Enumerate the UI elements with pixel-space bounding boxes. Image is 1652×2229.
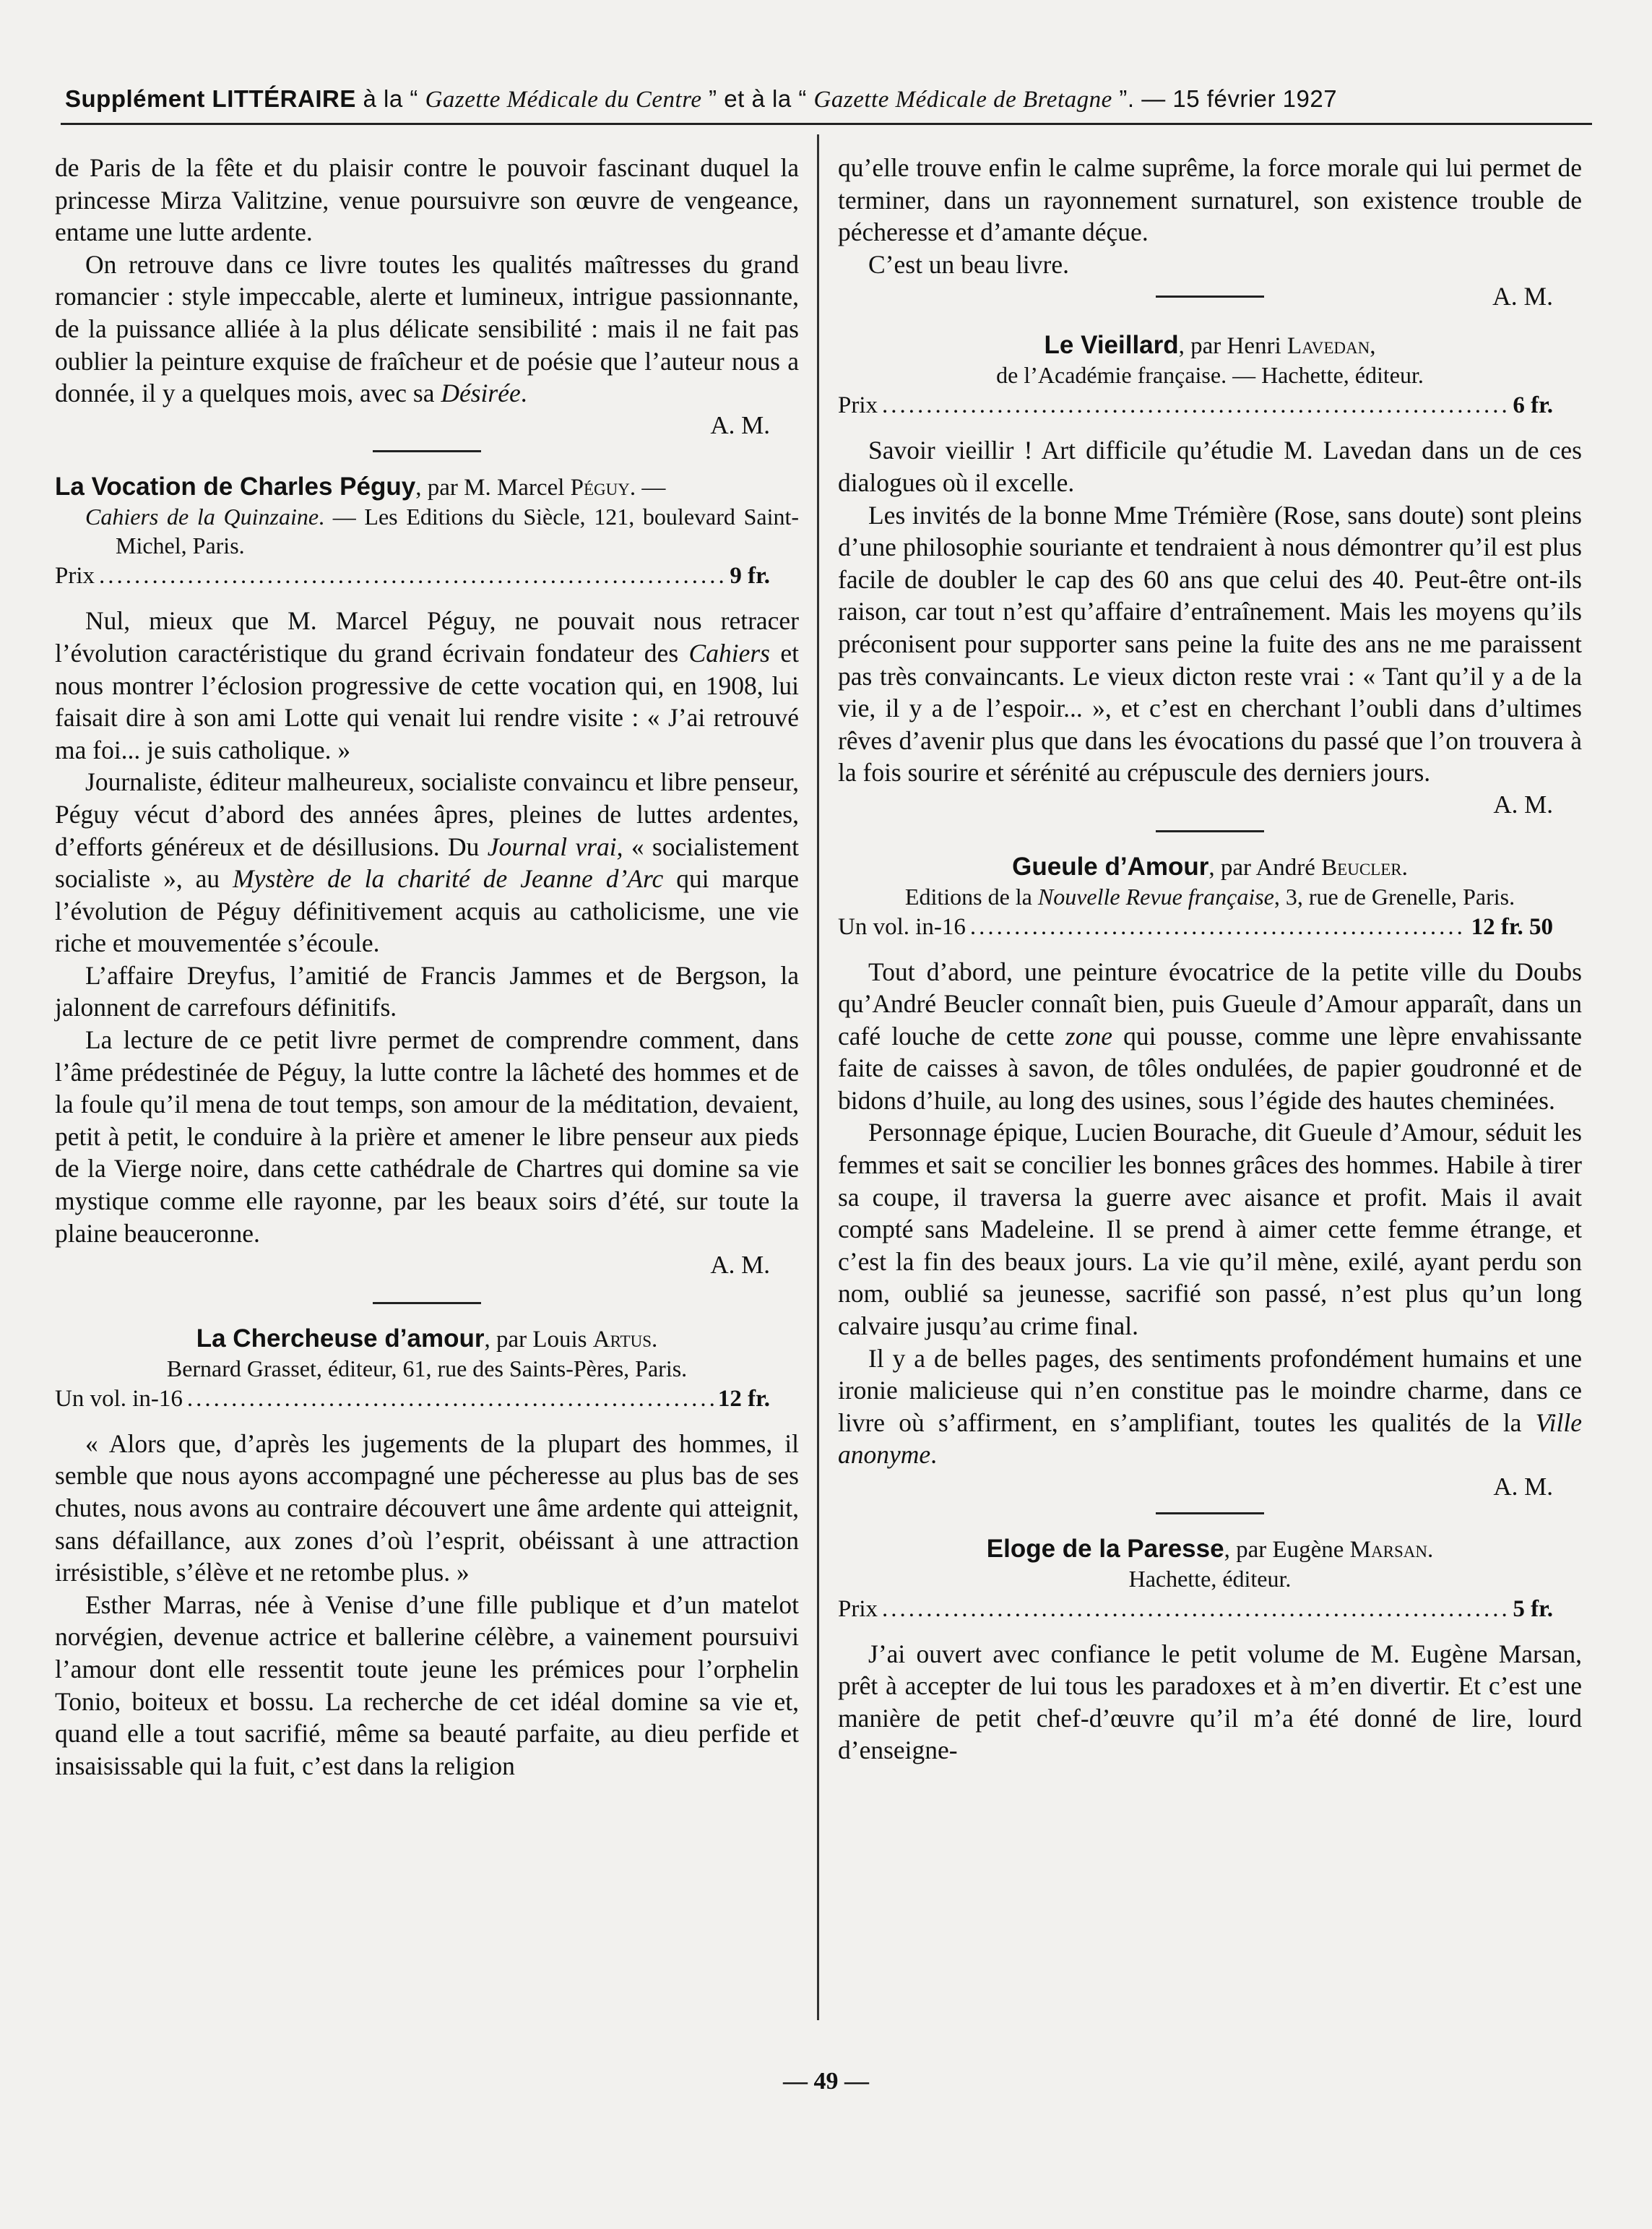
- text: .: [930, 1440, 938, 1470]
- header-gazette-centre: Gazette Médicale du Centre: [425, 87, 702, 113]
- paragraph: [838, 956, 1582, 1117]
- header-text: à la “: [355, 85, 425, 112]
- signature: A. M.: [1493, 1473, 1553, 1501]
- price-label: Prix: [55, 563, 95, 590]
- book-ref: Désirée: [441, 379, 521, 408]
- byline: , par Henri: [1178, 333, 1287, 360]
- book-ref: Mystère de la charité de Jeanne d’Arc: [233, 864, 664, 894]
- text: . —: [629, 475, 666, 501]
- paragraph: qu’elle trouve enfin le calme suprême, la force morale qui lui permet de terminer, dans un rayonnement surnaturel, son existence trouble de pécheresse et d’amante déçue.: [838, 153, 1582, 247]
- book-ref: Ville anonyme: [838, 1407, 1582, 1470]
- price-value: 6 fr.: [1513, 392, 1553, 419]
- byline: , par Louis: [484, 1326, 593, 1353]
- signature: A. M.: [1492, 282, 1553, 311]
- price-value: 9 fr.: [730, 563, 770, 590]
- right-column: [838, 152, 1582, 1767]
- paragraph: C’est un beau livre.: [868, 249, 1070, 279]
- publisher-address: . — Les Editions du Siècle, 121, boulevard Saint-Michel, Paris.: [116, 504, 799, 559]
- paragraph: [55, 766, 799, 960]
- price-value: 12 fr.: [717, 1385, 770, 1412]
- paragraph: de Paris de la fête et du plaisir contre le pouvoir fascinant duquel la princesse Mirza Valitzine, venue poursuivre son œuvre de vengeance, entame une lutte ardente.: [55, 153, 799, 247]
- author: Lavedan: [1286, 333, 1370, 360]
- paragraph: L’affaire Dreyfus, l’amitié de Francis Jammes et de Bergson, la jalonnent de carrefours définitifs.: [55, 960, 799, 1022]
- author: Péguy: [570, 475, 630, 501]
- text: et nous montrer l’éclosion progressive de cette vocation qui, en 1908, lui faisait dire à son ami Lotte qui venait lui rendre visite : « J’ai retrouvé ma foi... je suis catholique. »: [55, 638, 800, 764]
- byline: , par André: [1208, 854, 1322, 881]
- publisher: [838, 882, 1582, 911]
- text: .: [1401, 854, 1408, 881]
- text: .: [1427, 1536, 1434, 1563]
- byline: , par Eugène: [1224, 1536, 1350, 1563]
- book-ref: Journal vrai,: [487, 832, 623, 861]
- section-rule: [373, 450, 481, 452]
- publisher: Hachette, éditeur.: [1128, 1565, 1292, 1592]
- text: On retrouve dans ce livre toutes les qualités maîtresses du grand romancier : style impeccable, alerte et lumineux, intrigue passionnante, de la puissance alliée à la plus délicate sensibilité : mais il ne fait pas oublier la peinture exquise de fraîcheur et de poésie que l’auteur nous a donnée, il y a quelques mois, avec sa: [55, 249, 799, 408]
- text: Nul, mieux que M. Marcel Péguy, ne pouvait nous retracer l’évolution caractéristique du grand écrivain fondateur des: [55, 606, 799, 668]
- paragraph: [55, 605, 799, 766]
- section-rule: [1156, 296, 1264, 298]
- page-number: — 49 —: [783, 2068, 869, 2095]
- text: qui pousse, comme une lèpre envahissante faite de caisses à savon, de tôles ondulées, de papier goudronné et de bidons d’huile, au long des usines, sous l’égide des hautes cheminées.: [838, 1021, 1582, 1115]
- paragraph: Savoir vieillir ! Art difficile qu’étudie M. Lavedan dans un de ces dialogues où il excelle.: [838, 436, 1582, 497]
- price-value: 5 fr.: [1513, 1595, 1553, 1622]
- paragraph: Les invités de la bonne Mme Trémière (Rose, sans doute) sont pleins d’une philosophie souriante et tendraient à nous démontrer qu’il est plus facile de doubler le cap des 60 ans que celui des 40. Peut-être ont-ils raison, car tout n’est qu’affaire d’entraînement. Mais les moyens qu’ils préconisent pour supporter sans peine la fuite des ans ne me paraissent pas très convaincants. Le vieux dicton reste vrai : « Tant qu’il y a de la vie, il y a de l’espoir... », et c’est en cherchant l’oubli dans d’ultimes rêves d’avenir plus que dans les évocations du passé que l’on trouvera à la fois sourire et sérénité au crépuscule des derniers jours.: [838, 500, 1582, 788]
- review-heading: [838, 331, 1582, 361]
- header-date: ”. — 15 février 1927: [1112, 85, 1338, 112]
- paragraph: « Alors que, d’après les jugements de la plupart des hommes, il semble que nous ayons accompagné une pécheresse au plus bas de ses chutes, nous avons au contraire découvert une âme ardente qui atteignit, sans défaillance, aux zones d’où l’esprit, obéissant à une attraction irrésistible, s’élève et ne retombe plus. »: [55, 1428, 799, 1587]
- header-supplement: Supplément: [65, 85, 212, 112]
- book-ref: Cahiers: [688, 638, 770, 668]
- header-rule: [61, 123, 1592, 125]
- publisher-name: Nouvelle Revue française: [1037, 883, 1274, 910]
- paragraph: J’ai ouvert avec confiance le petit volume de M. Eugène Marsan, prêt à accepter de lui tous les paradoxes et à m’en divertir. Et c’est une manière de petit chef-d’œuvre qu’il m’a été donné de lire, lourd d’enseigne-: [838, 1639, 1582, 1765]
- author: Marsan: [1349, 1536, 1427, 1563]
- price-label: Prix: [838, 392, 878, 419]
- publisher-name: Cahiers de la Quinzaine: [85, 504, 319, 530]
- text: .: [520, 379, 527, 408]
- text: Il y a de belles pages, des sentiments profondément humains et une ironie malicieuse qui n’en constitue pas le moindre charme, dans ce livre où s’affirment, en s’amplifiant, toutes les qualités de la: [838, 1343, 1582, 1437]
- author: Artus: [592, 1326, 652, 1353]
- section-rule: [373, 1302, 481, 1304]
- price-line: [838, 389, 1582, 421]
- review-heading: [838, 853, 1582, 882]
- column-separator: [817, 134, 819, 2020]
- byline: , par M. Marcel: [415, 475, 571, 501]
- price-label: Un vol. in-16: [838, 913, 966, 940]
- publisher-address: , 3, rue de Grenelle, Paris.: [1273, 883, 1515, 910]
- header-text: ” et à la “: [701, 85, 814, 112]
- paragraph: [55, 249, 799, 410]
- price-value: 12 fr. 50: [1471, 913, 1553, 940]
- left-column: [55, 152, 799, 1782]
- text: Editions de la: [904, 883, 1038, 910]
- author: Beucler: [1321, 854, 1402, 881]
- book-title: La Chercheuse d’amour: [196, 1324, 485, 1353]
- text: Tout d’abord, une peinture évocatrice de la petite ville du Doubs qu’André Beucler connaît bien, puis Gueule d’Amour apparaît, dans un café louche de cette: [838, 957, 1582, 1051]
- text: Journaliste, éditeur malheureux, socialiste convaincu et libre penseur, Péguy vécut d’abord des années âpres, pleines de luttes ardentes, d’efforts généreux et de désillusions. Du: [55, 767, 799, 861]
- text: qui marque l’évolution de Péguy définitivement acquis au catholicisme, une vie riche et mouvementée s’écoule.: [55, 864, 800, 958]
- review-heading: [55, 473, 799, 502]
- book-title: Le Vieillard: [1044, 331, 1179, 360]
- paragraph: Esther Marras, née à Venise d’une fille publique et d’un matelot norvégien, devenue actrice et ballerine célèbre, a vainement poursuivi l’amour dont elle ressentit toute jeune les prémices pour l’orphelin Tonio, boiteux et bossu. La recherche de cet idéal domine sa vie et, quand elle a tout sacrifié, même sa beauté parfaite, au dieu perfide et insaisissable qui la fuit, c’est dans la religion: [55, 1590, 799, 1780]
- signature: A. M.: [710, 410, 770, 439]
- price-line: [55, 1383, 799, 1415]
- price-label: Un vol. in-16: [55, 1385, 183, 1412]
- price-line: [838, 911, 1582, 943]
- publisher: [85, 502, 799, 560]
- header-gazette-bretagne: Gazette Médicale de Bretagne: [813, 87, 1112, 113]
- section-rule: [1156, 1512, 1264, 1514]
- price-label: Prix: [838, 1595, 878, 1622]
- paragraph: La lecture de ce petit livre permet de comprendre comment, dans l’âme prédestinée de Péguy, la lutte contre la lâcheté des hommes et de la foule qu’il mena de tout temps, son amour de la méditation, devaient, petit à petit, le conduire à la prière et amener le libre penseur aux pieds de la Vierge noire, dans cette cathédrale de Chartres qui domine sa vie mystique comme elle rayonne, par les beaux soirs d’été, sur toute la plaine beauceronne.: [55, 1025, 799, 1248]
- section-rule: [1156, 830, 1264, 832]
- publisher: Bernard Grasset, éditeur, 61, rue des Saints-Pères, Paris.: [166, 1355, 688, 1381]
- price-line: [838, 1593, 1582, 1625]
- header-litteraire: LITTÉRAIRE: [212, 85, 356, 112]
- text: ,: [1370, 333, 1376, 360]
- signature: A. M.: [710, 1251, 770, 1280]
- price-line: [55, 560, 799, 592]
- review-heading: [55, 1324, 799, 1354]
- paragraph: [838, 1342, 1582, 1471]
- text: .: [652, 1326, 658, 1353]
- book-title: Eloge de la Paresse: [986, 1534, 1224, 1563]
- text: « socialistement socialiste », au: [55, 832, 800, 894]
- book-title: La Vocation de Charles Péguy: [55, 473, 416, 501]
- running-header: [65, 85, 1589, 113]
- book-title: Gueule d’Amour: [1012, 852, 1209, 881]
- publisher: de l’Académie française. — Hachette, éditeur.: [996, 362, 1424, 389]
- paragraph: Personnage épique, Lucien Bourache, dit Gueule d’Amour, séduit les femmes et sait se concilier les bonnes grâces des hommes. Habile à tirer sa coupe, il traversa la guerre avec aisance et profit. Mais il avait compté sans Madeleine. Il se prend à aimer cette femme étrange, et c’est la fin des beaux jours. La vie qu’il mène, exilé, ayant perdu son nom, oublié sa jeunesse, sacrifié son passé, n’est plus qu’un long calvaire jusqu’au crime final.: [838, 1118, 1582, 1341]
- italic-word: zone: [1065, 1021, 1112, 1051]
- signature: A. M.: [1493, 790, 1553, 819]
- review-heading: [838, 1535, 1582, 1564]
